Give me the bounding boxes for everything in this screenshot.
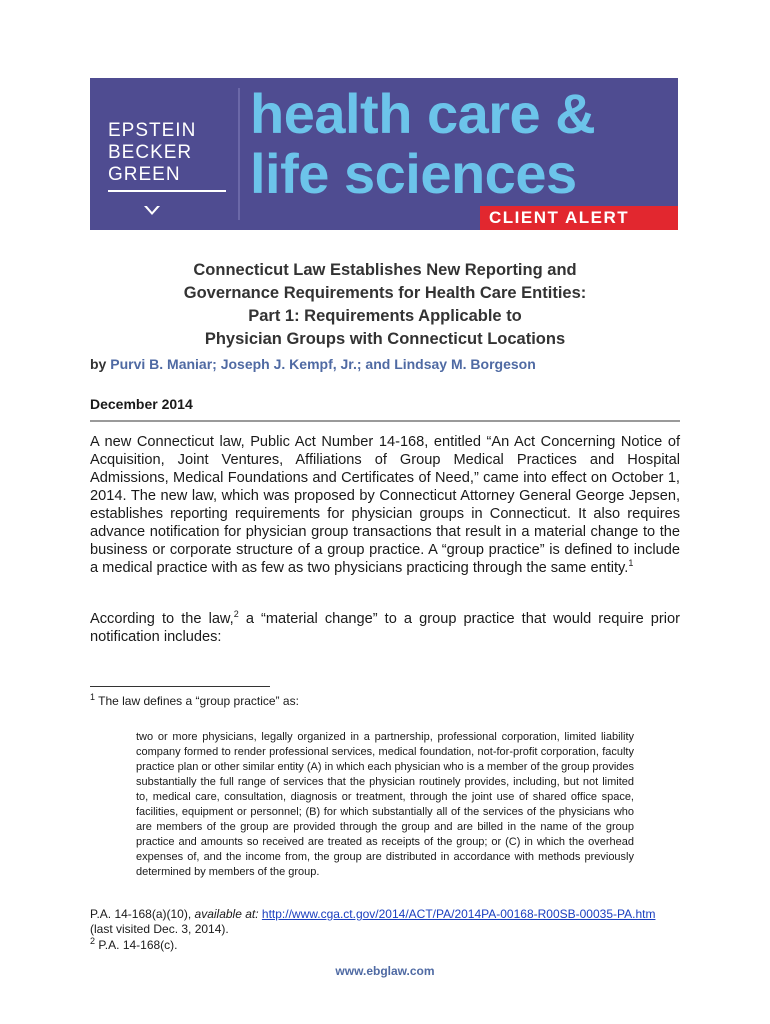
header-rule [90, 420, 680, 422]
firm-logo [90, 78, 238, 208]
firm-logo-text [108, 120, 196, 186]
title-line-3: Part 1: Requirements Applicable to [248, 307, 522, 325]
paragraph-2 [90, 610, 680, 646]
logo-line-1: EPSTEIN [108, 120, 197, 141]
paragraph-2-after: a “material change” to a group practice that would require prior notification includes: [90, 611, 680, 645]
publication-date: December 2014 [90, 396, 193, 412]
footnote-1-text: The law defines a “group practice” as: [95, 694, 299, 708]
citation-prefix: P.A. 14-168(a)(10), [90, 907, 195, 921]
paragraph-1 [90, 433, 680, 577]
footnote-ref-2[interactable]: 2 [233, 609, 239, 620]
citation-available: available at: [194, 907, 259, 921]
footnote-1 [90, 694, 299, 708]
byline-prefix: by [90, 356, 107, 372]
client-alert-label: CLIENT ALERT [489, 208, 630, 227]
title-line-2: Governance Requirements for Health Care Entities: [183, 284, 587, 302]
logo-speech-tail-inner [146, 205, 158, 212]
title-line-4: Physician Groups with Connecticut Locations [204, 330, 566, 348]
footnote-2-text: P.A. 14-168(c). [95, 938, 178, 952]
footnote-2-mark: 2 [90, 936, 96, 946]
citation-link[interactable]: http://www.cga.ct.gov/2014/ACT/PA/2014PA-00168-R00SB-00035-PA.htm [261, 907, 656, 921]
footnote-2 [90, 938, 178, 952]
headline-line-1: health care & [250, 82, 596, 145]
footer-website[interactable]: www.ebglaw.com [335, 964, 435, 978]
citation-suffix: (last visited Dec. 3, 2014). [90, 922, 229, 936]
client-alert-banner [90, 78, 678, 230]
footnote-1-mark: 1 [90, 692, 96, 702]
banner-divider [238, 88, 240, 220]
paragraph-1-text: A new Connecticut law, Public Act Number 14-168, entitled “An Act Concerning Notice of Acquisition, Joint Ventures, Affiliations of Group Medical Practices and Hospital Admissions, Medical Foundations and Certificates of Need,” came into effect on October 1, 2014. The new law, which was proposed by Connecticut Attorney General George Jepsen, establishes reporting requirements for physician groups in Connecticut. It also requires advance notification for physician group transactions that result in a material change to the business or corporate structure of a group practice. A “group practice” is defined to include a medical practice with as few as two physicians practicing through the same entity. [90, 434, 680, 576]
article-title [90, 259, 680, 351]
title-line-1: Connecticut Law Establishes New Reporting and [193, 261, 577, 279]
logo-line-3: GREEN [108, 164, 181, 185]
banner-headline [250, 84, 595, 204]
footnote-ref-1[interactable]: 1 [628, 558, 634, 569]
logo-line-2: BECKER [108, 142, 193, 163]
byline [90, 356, 536, 372]
footnote-separator [90, 686, 270, 687]
logo-underline [108, 190, 226, 192]
headline-line-2: life sciences [250, 142, 577, 205]
footnote-citation [90, 907, 680, 937]
paragraph-2-before: According to the law, [90, 611, 234, 627]
byline-authors: Purvi B. Maniar; Joseph J. Kempf, Jr.; and Lindsay M. Borgeson [110, 356, 536, 372]
group-practice-definition-quote: two or more physicians, legally organized in a partnership, professional corporation, limited liability company formed to render professional services, medical foundation, not-for-profit corporation, faculty practice plan or other similar entity (A) in which each physician who is a member of the group provides substantially the full range of services that the physician routinely provides, including, but not limited to, medical care, consultation, diagnosis or treatment, through the joint use of shared office space, facilities, equipment or personnel; (B) for which substantially all of the services of the physicians who are members of the group are provided through the group and are billed in the name of the group practice and amounts so received are treated as receipts of the group; or (C) in which the overhead expenses of, and the income from, the group are distributed in accordance with methods previously determined by members of the group. [136, 731, 634, 878]
